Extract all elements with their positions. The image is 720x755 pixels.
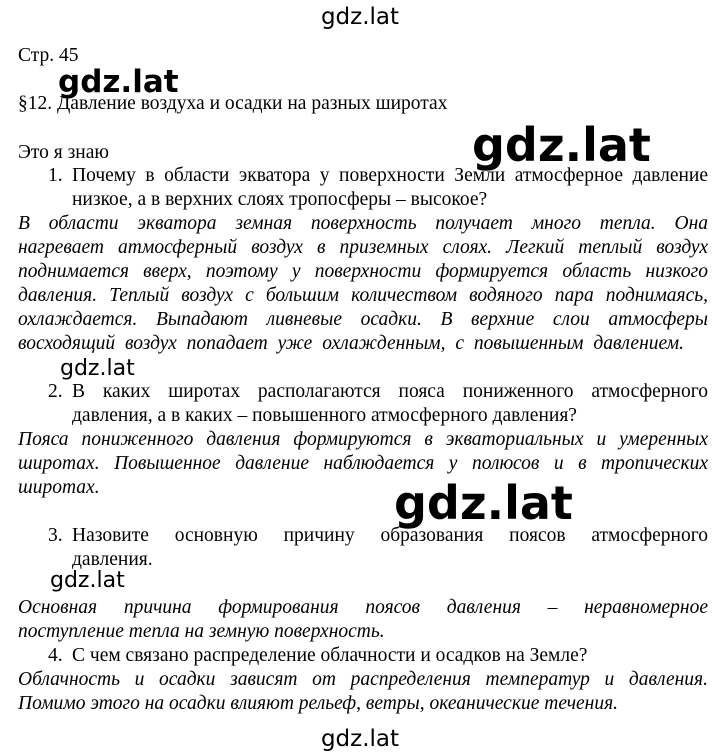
answer-2-line-1: Пояса пониженного давления формируются в экваториальных и умеренных: [18, 429, 708, 450]
answer-4-line-1: Облачность и осадки зависят от распределения температур и давления.: [18, 669, 708, 690]
watermark-small-1: gdz.lat: [60, 356, 135, 381]
answer-1-line-5: охлаждается. Выпадают ливневые осадки. В верхние слои атмосферы: [18, 309, 708, 330]
answer-1-line-2: нагревает атмосферный воздух в приземных слоях. Легкий теплый воздух: [18, 237, 708, 258]
page-reference: Стр. 45: [18, 45, 79, 66]
question-1-line-2: низкое, а в верхних слоях тропосферы – высокое?: [72, 189, 488, 210]
section-title: §12. Давление воздуха и осадки на разных широтах: [18, 93, 448, 114]
question-3-line-1: Назовите основную причину образования поясов атмосферного: [72, 525, 708, 546]
intro-heading: Это я знаю: [18, 142, 109, 163]
answer-1-line-1: В области экватора земная поверхность получает много тепла. Она: [18, 213, 708, 234]
watermark-bold-1: gdz.lat: [58, 64, 179, 100]
watermark-bold-3: gdz.lat: [394, 476, 573, 530]
answer-1-line-6: восходящий воздух попадает уже охлажденным, с повышенным давлением.: [18, 333, 684, 354]
question-2-number: 2.: [48, 381, 63, 402]
answer-3-line-2: поступление тепла на земную поверхность.: [18, 621, 385, 642]
answer-1-line-3: поднимается вверх, поэтому у поверхности формируется область низкого: [18, 261, 708, 282]
question-1-number: 1.: [48, 165, 63, 186]
watermark-bold-2: gdz.lat: [472, 118, 651, 172]
watermark-top: gdz.lat: [320, 4, 400, 30]
watermark-small-2: gdz.lat: [50, 568, 125, 593]
answer-2-line-2: широтах. Повышенное давление наблюдается у полюсов и в тропических: [18, 453, 708, 474]
question-2-line-2: давления, а в каких – повышенного атмосферного давления?: [72, 405, 577, 426]
answer-4-line-2: Помимо этого на осадки влияют рельеф, ветры, океанические течения.: [18, 693, 619, 714]
question-4-line-1: С чем связано распределение облачности и осадков на Земле?: [72, 645, 588, 666]
question-2-line-1: В каких широтах располагаются пояса пониженного атмосферного: [72, 381, 708, 402]
question-4-number: 4.: [48, 645, 63, 666]
question-1-line-1: Почему в области экватора у поверхности Земли атмосферное давление: [72, 165, 708, 186]
watermark-bottom: gdz.lat: [320, 726, 400, 752]
question-3-line-2: давления.: [72, 549, 153, 570]
question-3-number: 3.: [48, 525, 63, 546]
answer-2-line-3: широтах.: [18, 477, 100, 498]
answer-1-line-4: давления. Теплый воздух с большим количеством водяного пара поднимаясь,: [18, 285, 708, 306]
answer-3-line-1: Основная причина формирования поясов давления – неравномерное: [18, 597, 708, 618]
